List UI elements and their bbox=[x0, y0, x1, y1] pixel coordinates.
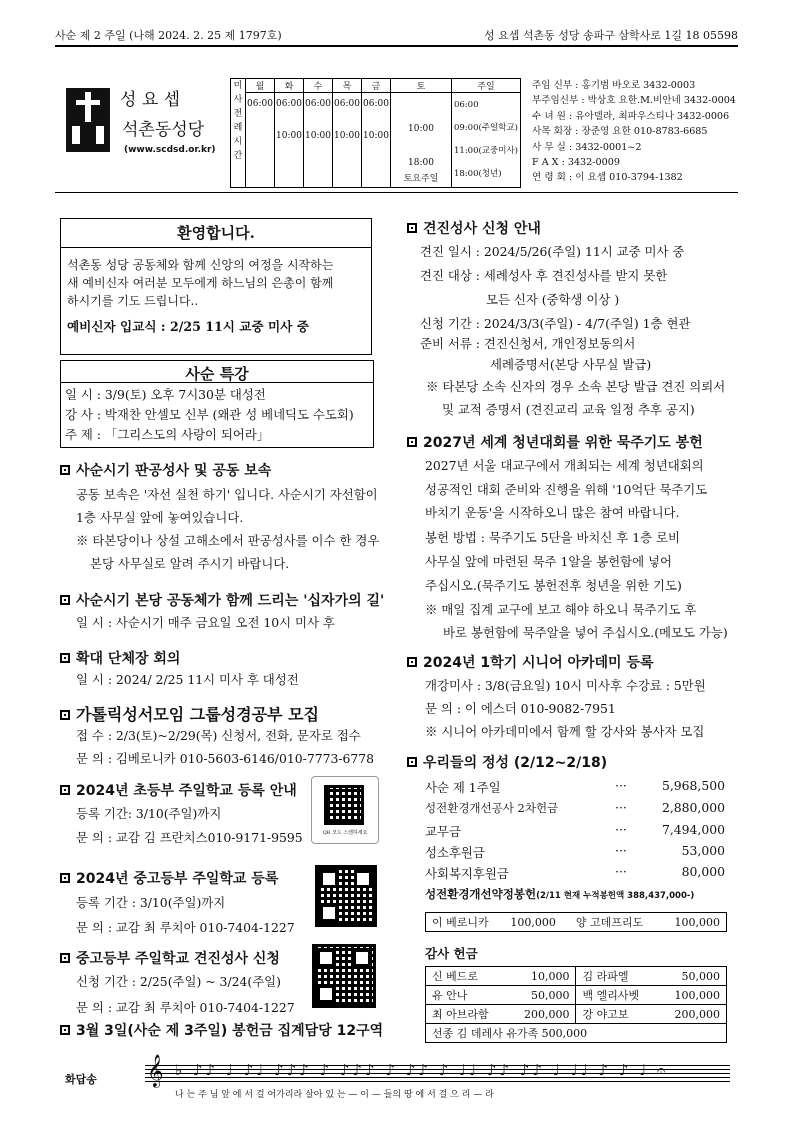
day-tue: 화 bbox=[275, 79, 304, 93]
day-fri: 금 bbox=[362, 79, 391, 93]
qr-elementary-card bbox=[311, 776, 379, 844]
qr-caption: QR 코드 스캔하세요 bbox=[322, 830, 368, 836]
building-fund-title: 성전환경개선약정봉헌(2/11 현재 누적봉헌액 388,437,000-) bbox=[425, 887, 695, 901]
music-notes-icon: ♭ ♪♪ ♩ ♪♩ ♪♪♪ ♪ ♪♪♪ ♪ ♪♪ ♪ ♩♩ ♪♪ ♪♪ ♩ ♩♩ ♪ ♪ ♩ 𝄐 bbox=[175, 1061, 669, 1079]
header-divider bbox=[55, 45, 738, 47]
section-confirmation-youth: 중고등부 주일학교 견진성사 신청 bbox=[60, 948, 280, 968]
day-wed: 수 bbox=[304, 79, 333, 93]
section-bible-study: 가톨릭성서모임 그룹성경공부 모집 bbox=[60, 702, 319, 725]
section-way-of-cross: 사순시기 본당 공동체가 함께 드리는 '십자가의 길' bbox=[60, 590, 384, 610]
day-sun: 주일 bbox=[452, 79, 521, 93]
section-penance: 사순시기 판공성사 및 공동 보속 bbox=[60, 460, 271, 480]
section-offering-team: 3월 3일(사순 제 3주일) 봉헌금 집계담당 12구역 bbox=[60, 1020, 383, 1040]
section-rosary-wyd: 2027년 세계 청년대회를 위한 묵주기도 봉헌 bbox=[407, 432, 703, 452]
qr-code-icon bbox=[324, 785, 364, 825]
lent-lecture-box: 사순 특강 일 시 : 3/9(토) 오후 7시30분 대성전 강 사 : 박재찬 안셀모 신부 (왜관 성 베네딕도 수도회) 주 제 : 「그리스도의 사랑이 되어라」 bbox=[60, 360, 374, 448]
thanks-title: 감사 헌금 bbox=[425, 946, 478, 961]
contacts-list: 주임 신부 : 홍기범 바오로 3432-0003 부주임신부 : 박상호 요한.M.비안네 3432-0004 수 녀 원 : 유아델라, 최파우스티나 3432-0006 사목 회장 : 장준영 요한 010-8783-6685 사 무 실 : 3432-0001~2 F A X : 3432-0009 연 령 회 : 이 요셉 010-3794-1382 bbox=[532, 80, 736, 184]
psalm-label: 화답송 bbox=[65, 1073, 97, 1086]
church-address: 성 요셉 석촌동 성당 송파구 삼학사로 1길 18 05598 bbox=[484, 29, 738, 42]
lecture-title: 사순 특강 bbox=[185, 365, 249, 383]
qr-code-icon bbox=[315, 865, 377, 927]
psalm-staff bbox=[65, 1054, 730, 1105]
qr-code-icon bbox=[312, 944, 376, 1008]
welcome-title: 환영합니다. bbox=[177, 224, 255, 242]
treble-clef-icon: 𝄞 bbox=[147, 1054, 164, 1087]
day-sat: 토 bbox=[391, 79, 452, 93]
section-leaders-meeting: 확대 단체장 회의 bbox=[60, 648, 180, 668]
welcome-box: 환영합니다. 석촌동 성당 공동체와 함께 신앙의 여정을 시작하는 새 예비신자 여러분 모두에게 하느님의 은총이 함께 하시기를 기도 드립니다.. 예비신자 입교식 : 2/25 11시 교중 미사 중 bbox=[60, 218, 372, 355]
psalm-lyrics: 나 는 주 님 앞 에 서 걸 어가리라 살아 있 는 — 이 — 들의 땅 에 서 걸 으 리 — 라 bbox=[175, 1090, 494, 1100]
day-thu: 목 bbox=[333, 79, 362, 93]
church-logo-icon bbox=[66, 88, 110, 152]
top-divider bbox=[55, 192, 738, 193]
day-mon: 월 bbox=[246, 79, 275, 93]
church-name-line2: 석촌동성당 bbox=[122, 120, 205, 140]
schedule-side-label: 미 사 전 례 시 간 bbox=[231, 79, 246, 188]
section-offerings: 우리들의 정성 (2/12~2/18) bbox=[407, 752, 607, 772]
section-elementary-registration: 2024년 초등부 주일학교 등록 안내 bbox=[60, 780, 297, 800]
thanks-table: 신 베드로 10,000 김 라파엘 50,000 유 안나 50,000 백 엘리사벳 100,000 최 아브라함 200,000 강 야고보 200,000 선종 김 데레사 유가족 500,000 bbox=[425, 966, 727, 1043]
section-senior-academy: 2024년 1학기 시니어 아카데미 등록 bbox=[407, 652, 654, 672]
section-confirmation: 견진성사 신청 안내 bbox=[407, 218, 541, 238]
building-fund-table: 이 베로니카 100,000 양 고데프리도 100,000 bbox=[425, 912, 727, 932]
section-highschool-registration: 2024년 중고등부 주일학교 등록 bbox=[60, 868, 278, 888]
church-name-line1: 성 요 셉 bbox=[120, 90, 181, 110]
welcome-note: 예비신자 입교식 : 2/25 11시 교중 미사 중 bbox=[67, 319, 309, 334]
mass-schedule-table: 미 사 전 례 시 간 월 화 수 목 금 토 주일 06:00 06:00 10:00 06:00 10:00 06:00 10:00 06:00 10:00 10:00 18:00 토요주일 06:00 09:00(주일학교) 11:00(교중미사) 18:00(청년) bbox=[230, 78, 521, 188]
church-url: (www.scdsd.or.kr) bbox=[124, 145, 216, 155]
issue-info: 사순 제 2 주일 (나해 2024. 2. 25 제 1797호) bbox=[55, 29, 282, 42]
bulletin-header bbox=[55, 27, 738, 43]
